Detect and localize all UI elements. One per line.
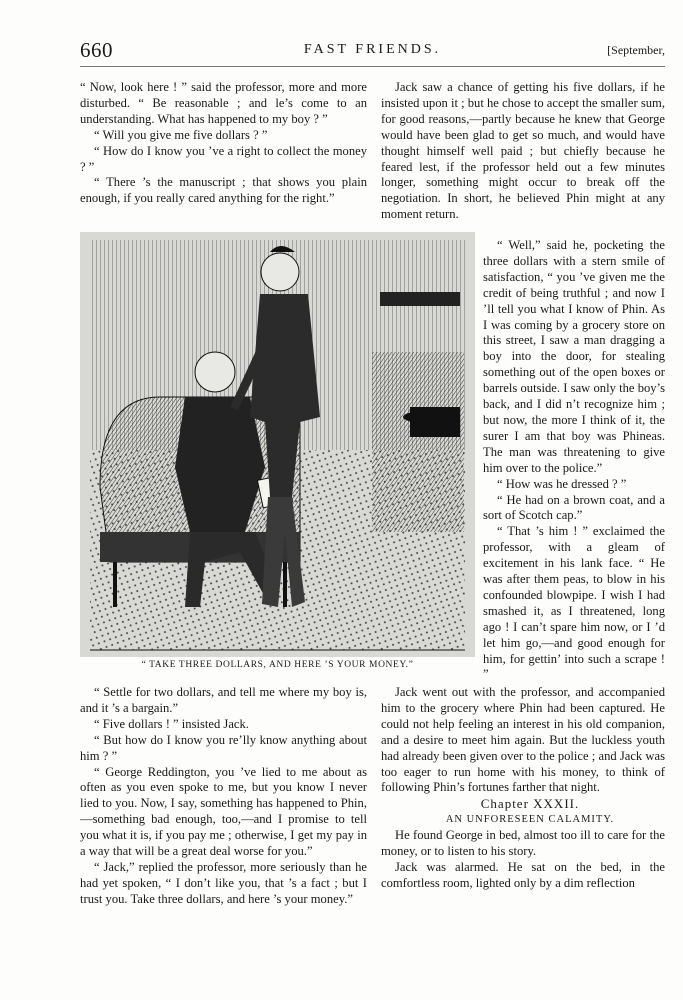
illustration-caption: “ TAKE THREE DOLLARS, AND HERE ’S YOUR MONEY.” bbox=[141, 660, 414, 670]
paragraph: Jack saw a chance of getting his five dollars, if he insisted upon it ; but he chose to accept the smaller sum, for good reasons,—partly because he knew that George would have been glad to get so much, and would have thought himself well paid ; but chiefly because he feared lest, if the professor held out a few minutes longer, something might occur to break off the negotiation. In short, he believed Phin might at any moment return. bbox=[381, 80, 665, 222]
paragraph: “ Settle for two dollars, and tell me where my boy is, and it ’s a bargain.” bbox=[80, 685, 367, 715]
chapter-heading: Chapter XXXII. bbox=[480, 796, 580, 812]
chapter-title: AN UNFORESEEN CALAMITY. bbox=[445, 814, 615, 826]
paragraph: “ There ’s the manuscript ; that shows you plain enough, if you really cared anything for the right.” bbox=[80, 175, 367, 206]
running-month: [September, bbox=[607, 43, 665, 57]
paragraph: “ George Reddington, you ’ve lied to me about as often as you even spoke to me, but you know I never lied to you. Now, I say, something has happened to Phin,—something bad enough, too,—and I promise to tell you what it is, if you pay me ; otherwise, I get my pay in a way that will be a great deal worse for you.” bbox=[80, 764, 367, 859]
paragraph: Jack went out with the professor, and accompanied him to the grocery where Phin had been captured. He could not help feeling an interest in his old companion, and a desire to meet him again. But the luckless youth had already been given over to the police ; and Jack was too eager to run home with his money, to think of following Phin’s fortunes farther that night. bbox=[381, 685, 665, 795]
right-column-top bbox=[381, 80, 665, 223]
right-column-bottom bbox=[381, 685, 665, 892]
header-rule bbox=[80, 66, 665, 67]
paragraph: “ Jack,” replied the professor, more seriously than he had yet spoken, “ I don’t like you, that ’s a fact ; but I trust you. Take three dollars, and here ’s your money.” bbox=[80, 859, 367, 906]
left-column-bottom bbox=[80, 685, 367, 908]
paragraph: He found George in bed, almost too ill to care for the money, or to listen to his story. bbox=[381, 828, 665, 859]
paragraph: “ But how do I know you re’lly know anything about him ? ” bbox=[80, 732, 367, 763]
paragraph: “ Now, look here ! ” said the professor, more and more disturbed. “ Be reasonable ; and le’s come to an understanding. What has happened to my boy ? ” bbox=[80, 80, 367, 126]
paragraph: “ Five dollars ! ” insisted Jack. bbox=[94, 716, 249, 731]
paragraph: “ How do I know you ’ve a right to collect the money ? ” bbox=[80, 143, 367, 174]
paragraph: “ He had on a brown coat, and a sort of Scotch cap.” bbox=[483, 492, 665, 523]
paragraph: Jack was alarmed. He sat on the bed, in the comfortless room, lighted only by a dim reflection bbox=[381, 859, 665, 890]
running-header bbox=[80, 38, 665, 62]
paragraph: “ Well,” said he, pocketing the three dollars with a stern smile of satisfaction, “ you ’ve given me the credit of being truthful ; and now I ’ll tell you what I know of Phin. As I was coming by a grocery store on this street, I saw a man dragging a boy into the door, for stealing something out of the open boxes or barrels outside. I saw only the boy’s back, and I did n’t recognize him ; but now, the more I think of it, the surer I am that boy was Phineas. The man was threatening to give him over to the police.” bbox=[483, 238, 665, 475]
right-column-middle bbox=[483, 238, 665, 683]
paragraph: “ Will you give me five dollars ? ” bbox=[94, 127, 268, 142]
paragraph: “ How was he dressed ? ” bbox=[497, 476, 627, 491]
paragraph: “ That ’s him ! ” exclaimed the professor, with a gleam of excitement in his lank face. “ He was after them peas, to blow in his confounded blowpipe. I wish I had smashed it, as I threatened, long ago ! I can’t spare him now, or I ’d let him go,—and good enough for him, for gettin’ into such a scrape ! ” bbox=[483, 524, 665, 682]
left-column-top bbox=[80, 80, 367, 207]
engraving-illustration bbox=[80, 232, 475, 657]
page-number: 660 bbox=[80, 38, 113, 62]
running-title: FAST FRIENDS. bbox=[303, 42, 442, 57]
